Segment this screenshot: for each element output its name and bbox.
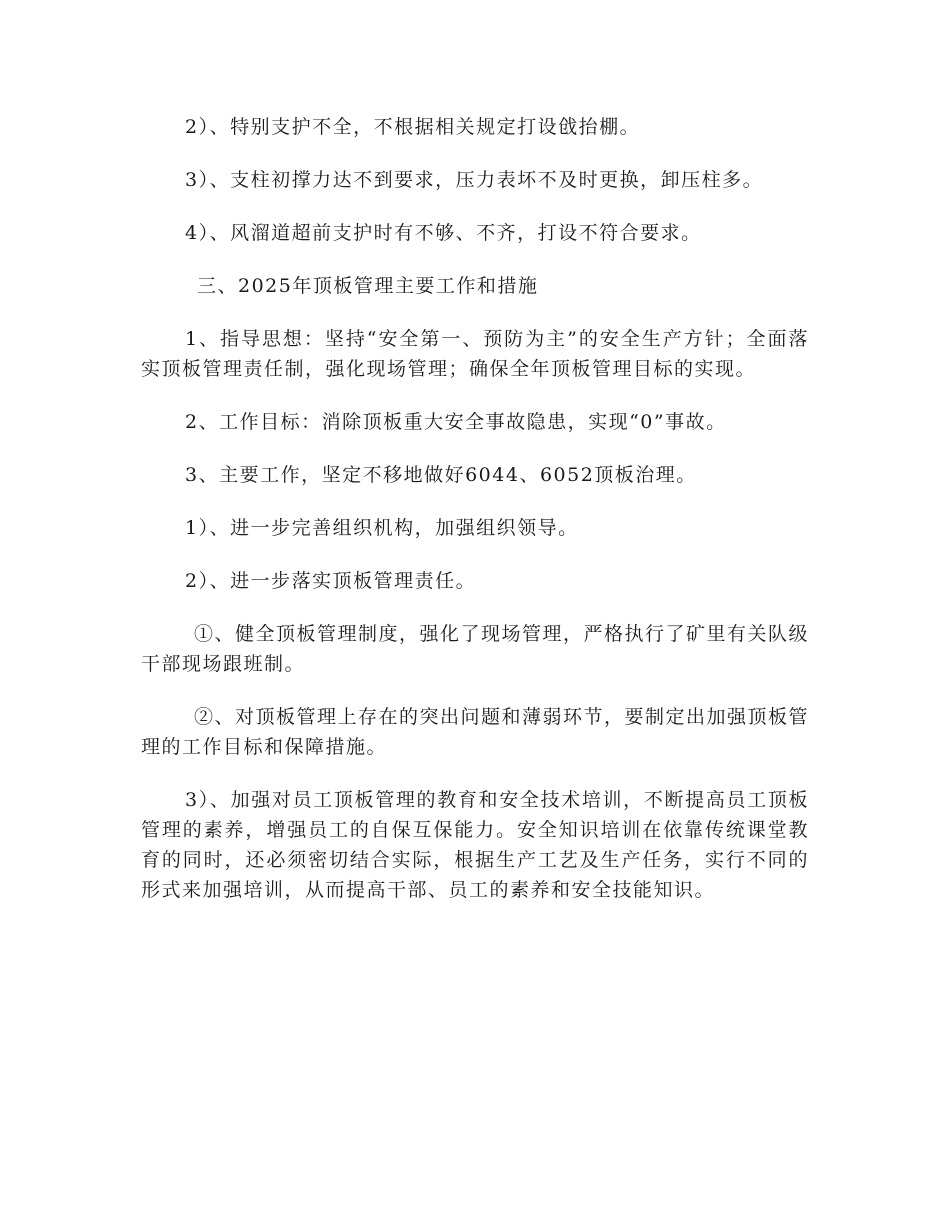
paragraph-training: 3）、加强对员工顶板管理的教育和安全技术培训，不断提高员工顶板管理的素养，增强员工的自保互保能力。安全知识培训在依靠传统课堂教育的同时，还必须密切结合实际，根据生产工艺及生产任务，实行不同的形式来加强培训，从而提高干部、员工的素养和安全技能知识。 — [141, 789, 809, 901]
paragraph-organization: 1）、进一步完善组织机构，加强组织领导。 — [185, 517, 579, 539]
paragraph-main-work: 3、主要工作，坚定不移地做好6044、6052顶板治理。 — [185, 464, 697, 486]
paragraph-measures: ②、对顶板管理上存在的突出问题和薄弱环节，要制定出加强顶板管理的工作目标和保障措施。 — [141, 706, 810, 758]
paragraph-responsibility: 2）、进一步落实顶板管理责任。 — [185, 570, 477, 592]
paragraph-guiding-idea: 1、指导思想：坚持“安全第一、预防为主”的安全生产方针；全面落实顶板管理责任制，强化现场管理；确保全年顶板管理目标的实现。 — [141, 328, 809, 380]
paragraph-work-goal: 2、工作目标：消除顶板重大安全事故隐患，实现“0”事故。 — [185, 411, 727, 433]
paragraph-support-incomplete: 2）、特别支护不全，不根据相关规定打设戗抬棚。 — [185, 116, 641, 138]
paragraph-advance-support: 4）、风溜道超前支护时有不够、不齐，打设不符合要求。 — [185, 222, 702, 244]
paragraph-prop-force: 3）、支柱初撑力达不到要求，压力表坏不及时更换，卸压柱多。 — [185, 169, 764, 191]
section-heading: 三、2025年顶板管理主要工作和措施 — [197, 275, 539, 297]
paragraph-system: ①、健全顶板管理制度，强化了现场管理，严格执行了矿里有关队级干部现场跟班制。 — [141, 623, 810, 675]
document-body — [141, 112, 809, 928]
